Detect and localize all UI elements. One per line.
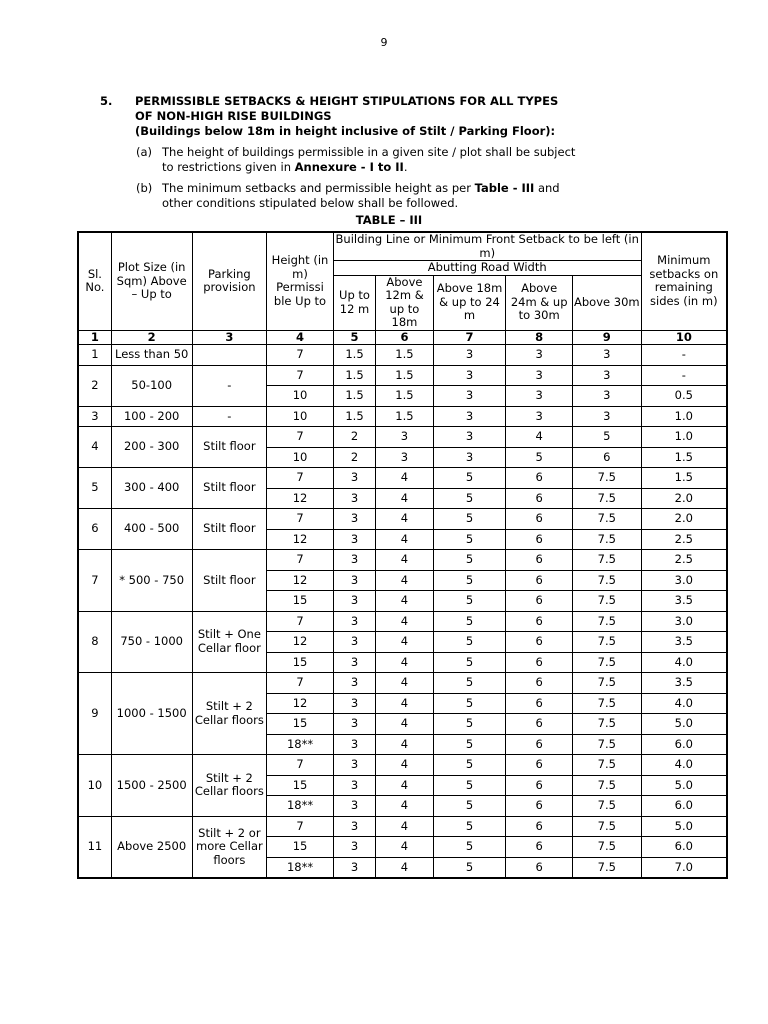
setback-upto-12m-cell: 3 <box>333 775 375 796</box>
height-cell: 7 <box>267 427 334 448</box>
height-cell: 7 <box>267 673 334 694</box>
paragraph-a-text-line2: to restrictions given in <box>162 160 295 174</box>
paragraph-b-text-line2: other conditions stipulated below shall be followed. <box>162 196 459 210</box>
setback-above-30m-cell: 7.5 <box>572 611 641 632</box>
setback-18-24m-cell: 5 <box>433 550 506 571</box>
section-subtitle: (Buildings below 18m in height inclusive of Stilt / Parking Floor): <box>135 124 556 138</box>
table-row <box>78 468 727 489</box>
plot-size-cell: 1500 - 2500 <box>111 755 192 817</box>
setback-24-30m-cell: 6 <box>506 857 573 878</box>
column-number: 2 <box>111 330 192 345</box>
min-setback-cell: 3.5 <box>641 673 727 694</box>
table-body <box>78 345 727 879</box>
table-row <box>78 673 727 694</box>
parking-cell <box>192 345 267 366</box>
setback-24-30m-cell: 6 <box>506 611 573 632</box>
table-caption: TABLE – III <box>355 213 423 227</box>
setback-upto-12m-cell: 3 <box>333 857 375 878</box>
setback-18-24m-cell: 5 <box>433 755 506 776</box>
min-setback-cell: 4.0 <box>641 755 727 776</box>
setback-12-18m-cell: 4 <box>376 488 434 509</box>
setback-12-18m-cell: 4 <box>376 632 434 653</box>
height-cell: 18** <box>267 857 334 878</box>
parking-cell: - <box>192 406 267 427</box>
setback-12-18m-cell: 4 <box>376 591 434 612</box>
height-cell: 7 <box>267 509 334 530</box>
setback-12-18m-cell: 4 <box>376 837 434 858</box>
setback-24-30m-cell: 3 <box>506 386 573 407</box>
min-setback-cell: 6.0 <box>641 734 727 755</box>
setback-24-30m-cell: 6 <box>506 550 573 571</box>
paragraph-a-end: . <box>403 160 408 174</box>
setback-12-18m-cell: 3 <box>376 427 434 448</box>
setback-24-30m-cell: 4 <box>506 427 573 448</box>
setback-18-24m-cell: 5 <box>433 796 506 817</box>
setback-12-18m-cell: 4 <box>376 816 434 837</box>
setback-24-30m-cell: 6 <box>506 673 573 694</box>
table-row <box>78 345 727 366</box>
setback-above-30m-cell: 7.5 <box>572 652 641 673</box>
setback-18-24m-cell: 5 <box>433 652 506 673</box>
setback-24-30m-cell: 6 <box>506 529 573 550</box>
setback-above-30m-cell: 7.5 <box>572 570 641 591</box>
height-cell: 10 <box>267 406 334 427</box>
setback-above-30m-cell: 3 <box>572 386 641 407</box>
min-setback-cell: 1.0 <box>641 406 727 427</box>
min-setback-cell: 6.0 <box>641 796 727 817</box>
setback-24-30m-cell: 6 <box>506 509 573 530</box>
sl-no-cell: 1 <box>78 345 111 366</box>
setback-24-30m-cell: 6 <box>506 796 573 817</box>
height-cell: 15 <box>267 714 334 735</box>
column-number-row <box>78 330 727 345</box>
table-row <box>78 611 727 632</box>
setback-18-24m-cell: 5 <box>433 714 506 735</box>
min-setback-cell: 3.0 <box>641 570 727 591</box>
setback-18-24m-cell: 5 <box>433 673 506 694</box>
sl-no-cell: 10 <box>78 755 111 817</box>
height-cell: 10 <box>267 447 334 468</box>
plot-size-cell: * 500 - 750 <box>111 550 192 612</box>
setback-12-18m-cell: 4 <box>376 529 434 550</box>
setback-above-30m-cell: 7.5 <box>572 468 641 489</box>
min-setback-cell: 5.0 <box>641 816 727 837</box>
height-cell: 12 <box>267 632 334 653</box>
min-setback-cell: 1.0 <box>641 427 727 448</box>
setback-24-30m-cell: 6 <box>506 755 573 776</box>
setback-above-30m-cell: 7.5 <box>572 509 641 530</box>
min-setback-cell: 1.5 <box>641 447 727 468</box>
setback-24-30m-cell: 6 <box>506 488 573 509</box>
parking-cell: Stilt + 2 Cellar floors <box>192 755 267 817</box>
height-cell: 12 <box>267 488 334 509</box>
column-number: 7 <box>433 330 506 345</box>
setback-12-18m-cell: 4 <box>376 468 434 489</box>
setback-above-30m-cell: 7.5 <box>572 673 641 694</box>
table-row <box>78 427 727 448</box>
column-number: 4 <box>267 330 334 345</box>
column-number: 8 <box>506 330 573 345</box>
header-road-width: Up to 12 m <box>333 275 375 330</box>
setback-above-30m-cell: 7.5 <box>572 837 641 858</box>
plot-size-cell: Above 2500 <box>111 816 192 878</box>
setback-12-18m-cell: 4 <box>376 550 434 571</box>
setback-upto-12m-cell: 3 <box>333 611 375 632</box>
min-setback-cell: 2.5 <box>641 550 727 571</box>
setback-24-30m-cell: 6 <box>506 632 573 653</box>
setback-above-30m-cell: 6 <box>572 447 641 468</box>
setback-upto-12m-cell: 3 <box>333 591 375 612</box>
column-number: 6 <box>376 330 434 345</box>
min-setback-cell: 4.0 <box>641 652 727 673</box>
setback-24-30m-cell: 3 <box>506 345 573 366</box>
header-plot-size: Plot Size (in Sqm) Above – Up to <box>111 232 192 330</box>
min-setback-cell: 1.5 <box>641 468 727 489</box>
min-setback-cell: 5.0 <box>641 775 727 796</box>
setback-above-30m-cell: 7.5 <box>572 693 641 714</box>
header-building-line: Building Line or Minimum Front Setback to be left (in m) <box>333 232 641 261</box>
header-road-width: Above 24m & up to 30m <box>506 275 573 330</box>
parking-cell: Stilt + 2 Cellar floors <box>192 673 267 755</box>
setback-24-30m-cell: 6 <box>506 734 573 755</box>
paragraph-b-and: and <box>534 181 560 195</box>
setback-18-24m-cell: 5 <box>433 734 506 755</box>
setback-upto-12m-cell: 3 <box>333 652 375 673</box>
setback-above-30m-cell: 7.5 <box>572 591 641 612</box>
table-row <box>78 406 727 427</box>
height-cell: 10 <box>267 386 334 407</box>
setback-18-24m-cell: 3 <box>433 447 506 468</box>
parking-cell: Stilt floor <box>192 550 267 612</box>
section-title-line2: OF NON-HIGH RISE BUILDINGS <box>135 109 332 123</box>
setback-18-24m-cell: 3 <box>433 427 506 448</box>
setback-18-24m-cell: 5 <box>433 570 506 591</box>
height-cell: 7 <box>267 365 334 386</box>
sl-no-cell: 11 <box>78 816 111 878</box>
setback-above-30m-cell: 7.5 <box>572 775 641 796</box>
min-setback-cell: 2.0 <box>641 509 727 530</box>
section-heading <box>100 94 680 139</box>
min-setback-cell: 5.0 <box>641 714 727 735</box>
plot-size-cell: 400 - 500 <box>111 509 192 550</box>
setback-18-24m-cell: 5 <box>433 837 506 858</box>
min-setback-cell: 6.0 <box>641 837 727 858</box>
setback-24-30m-cell: 6 <box>506 837 573 858</box>
min-setback-cell: 7.0 <box>641 857 727 878</box>
setback-upto-12m-cell: 1.5 <box>333 345 375 366</box>
setback-12-18m-cell: 3 <box>376 447 434 468</box>
height-cell: 7 <box>267 755 334 776</box>
min-setback-cell: 3.5 <box>641 591 727 612</box>
setback-24-30m-cell: 3 <box>506 365 573 386</box>
annexure-reference: Annexure - I to II <box>294 160 404 174</box>
setback-12-18m-cell: 4 <box>376 714 434 735</box>
sl-no-cell: 3 <box>78 406 111 427</box>
setback-12-18m-cell: 4 <box>376 693 434 714</box>
header-road-width: Above 12m & up to 18m <box>376 275 434 330</box>
header-abutting-road: Abutting Road Width <box>333 261 641 276</box>
setback-upto-12m-cell: 3 <box>333 714 375 735</box>
setback-12-18m-cell: 1.5 <box>376 365 434 386</box>
setback-upto-12m-cell: 1.5 <box>333 386 375 407</box>
setback-24-30m-cell: 5 <box>506 447 573 468</box>
setback-24-30m-cell: 6 <box>506 775 573 796</box>
setback-upto-12m-cell: 3 <box>333 488 375 509</box>
setback-upto-12m-cell: 3 <box>333 509 375 530</box>
header-parking: Parking provision <box>192 232 267 330</box>
sl-no-cell: 4 <box>78 427 111 468</box>
section-title-line1: PERMISSIBLE SETBACKS & HEIGHT STIPULATIONS FOR ALL TYPES <box>135 94 559 108</box>
column-number: 5 <box>333 330 375 345</box>
setback-upto-12m-cell: 3 <box>333 550 375 571</box>
parking-cell: Stilt floor <box>192 468 267 509</box>
page-number: 9 <box>380 36 388 49</box>
setback-18-24m-cell: 3 <box>433 345 506 366</box>
setback-12-18m-cell: 4 <box>376 775 434 796</box>
setback-18-24m-cell: 5 <box>433 488 506 509</box>
height-cell: 7 <box>267 550 334 571</box>
setback-18-24m-cell: 5 <box>433 529 506 550</box>
setback-above-30m-cell: 7.5 <box>572 529 641 550</box>
table-row <box>78 755 727 776</box>
setback-above-30m-cell: 7.5 <box>572 550 641 571</box>
setback-above-30m-cell: 7.5 <box>572 816 641 837</box>
column-number: 3 <box>192 330 267 345</box>
min-setback-cell: 4.0 <box>641 693 727 714</box>
setback-12-18m-cell: 4 <box>376 857 434 878</box>
min-setback-cell: - <box>641 365 727 386</box>
setback-12-18m-cell: 4 <box>376 652 434 673</box>
setback-24-30m-cell: 6 <box>506 816 573 837</box>
setback-upto-12m-cell: 1.5 <box>333 365 375 386</box>
header-min-setback: Minimum setbacks on remaining sides (in m) <box>641 232 727 330</box>
height-cell: 7 <box>267 468 334 489</box>
table-row <box>78 550 727 571</box>
setback-12-18m-cell: 1.5 <box>376 386 434 407</box>
setback-18-24m-cell: 5 <box>433 611 506 632</box>
paragraph-b <box>136 181 680 211</box>
min-setback-cell: 3.5 <box>641 632 727 653</box>
paragraph-b-label: (b) <box>136 181 153 195</box>
min-setback-cell: 0.5 <box>641 386 727 407</box>
setback-above-30m-cell: 5 <box>572 427 641 448</box>
setback-12-18m-cell: 4 <box>376 796 434 817</box>
min-setback-cell: 2.0 <box>641 488 727 509</box>
parking-cell: Stilt + 2 or more Cellar floors <box>192 816 267 878</box>
plot-size-cell: 750 - 1000 <box>111 611 192 673</box>
setback-24-30m-cell: 6 <box>506 468 573 489</box>
height-cell: 12 <box>267 570 334 591</box>
setback-above-30m-cell: 7.5 <box>572 714 641 735</box>
setback-upto-12m-cell: 3 <box>333 693 375 714</box>
setback-above-30m-cell: 7.5 <box>572 632 641 653</box>
setback-24-30m-cell: 6 <box>506 570 573 591</box>
sl-no-cell: 5 <box>78 468 111 509</box>
setback-above-30m-cell: 7.5 <box>572 488 641 509</box>
table-row <box>78 365 727 386</box>
setback-18-24m-cell: 5 <box>433 857 506 878</box>
setback-above-30m-cell: 3 <box>572 406 641 427</box>
setback-12-18m-cell: 4 <box>376 755 434 776</box>
setback-table <box>77 231 728 879</box>
column-number: 9 <box>572 330 641 345</box>
height-cell: 7 <box>267 345 334 366</box>
parking-cell: Stilt floor <box>192 509 267 550</box>
setback-upto-12m-cell: 3 <box>333 632 375 653</box>
setback-above-30m-cell: 3 <box>572 365 641 386</box>
setback-above-30m-cell: 7.5 <box>572 734 641 755</box>
height-cell: 15 <box>267 591 334 612</box>
setback-12-18m-cell: 4 <box>376 509 434 530</box>
table-row <box>78 816 727 837</box>
min-setback-cell: 3.0 <box>641 611 727 632</box>
sl-no-cell: 7 <box>78 550 111 612</box>
height-cell: 15 <box>267 775 334 796</box>
height-cell: 12 <box>267 693 334 714</box>
setback-18-24m-cell: 5 <box>433 775 506 796</box>
setback-upto-12m-cell: 1.5 <box>333 406 375 427</box>
setback-18-24m-cell: 5 <box>433 591 506 612</box>
setback-18-24m-cell: 5 <box>433 816 506 837</box>
header-road-width: Above 30m <box>572 275 641 330</box>
plot-size-cell: 300 - 400 <box>111 468 192 509</box>
setback-12-18m-cell: 4 <box>376 673 434 694</box>
setback-18-24m-cell: 3 <box>433 365 506 386</box>
setback-18-24m-cell: 5 <box>433 468 506 489</box>
setback-24-30m-cell: 3 <box>506 406 573 427</box>
paragraph-a-label: (a) <box>136 145 153 159</box>
setback-18-24m-cell: 5 <box>433 509 506 530</box>
parking-cell: Stilt + One Cellar floor <box>192 611 267 673</box>
setback-upto-12m-cell: 2 <box>333 427 375 448</box>
setback-upto-12m-cell: 2 <box>333 447 375 468</box>
plot-size-cell: Less than 50 <box>111 345 192 366</box>
height-cell: 15 <box>267 837 334 858</box>
min-setback-cell: 2.5 <box>641 529 727 550</box>
setback-above-30m-cell: 3 <box>572 345 641 366</box>
setback-18-24m-cell: 5 <box>433 632 506 653</box>
plot-size-cell: 50-100 <box>111 365 192 406</box>
header-height: Height (in m) Permissi ble Up to <box>267 232 334 330</box>
parking-cell: Stilt floor <box>192 427 267 468</box>
sl-no-cell: 9 <box>78 673 111 755</box>
setback-12-18m-cell: 1.5 <box>376 406 434 427</box>
setback-18-24m-cell: 3 <box>433 406 506 427</box>
setback-upto-12m-cell: 3 <box>333 468 375 489</box>
height-cell: 18** <box>267 734 334 755</box>
setback-upto-12m-cell: 3 <box>333 816 375 837</box>
setback-18-24m-cell: 5 <box>433 693 506 714</box>
sl-no-cell: 2 <box>78 365 111 406</box>
setback-24-30m-cell: 6 <box>506 693 573 714</box>
setback-24-30m-cell: 6 <box>506 652 573 673</box>
plot-size-cell: 100 - 200 <box>111 406 192 427</box>
table-reference: Table - III <box>474 181 535 195</box>
setback-upto-12m-cell: 3 <box>333 837 375 858</box>
plot-size-cell: 200 - 300 <box>111 427 192 468</box>
sl-no-cell: 6 <box>78 509 111 550</box>
height-cell: 7 <box>267 816 334 837</box>
setback-24-30m-cell: 6 <box>506 714 573 735</box>
height-cell: 12 <box>267 529 334 550</box>
height-cell: 18** <box>267 796 334 817</box>
setback-18-24m-cell: 3 <box>433 386 506 407</box>
table-row <box>78 509 727 530</box>
header-road-width: Above 18m & up to 24 m <box>433 275 506 330</box>
setback-24-30m-cell: 6 <box>506 591 573 612</box>
setback-upto-12m-cell: 3 <box>333 755 375 776</box>
plot-size-cell: 1000 - 1500 <box>111 673 192 755</box>
column-number: 1 <box>78 330 111 345</box>
min-setback-cell: - <box>641 345 727 366</box>
parking-cell: - <box>192 365 267 406</box>
paragraph-a <box>136 145 680 175</box>
setback-12-18m-cell: 1.5 <box>376 345 434 366</box>
setback-12-18m-cell: 4 <box>376 611 434 632</box>
section-number: 5. <box>100 94 113 108</box>
setback-upto-12m-cell: 3 <box>333 529 375 550</box>
setback-above-30m-cell: 7.5 <box>572 857 641 878</box>
height-cell: 7 <box>267 611 334 632</box>
height-cell: 15 <box>267 652 334 673</box>
paragraph-a-text: The height of buildings permissible in a given site / plot shall be subject <box>162 145 576 159</box>
paragraph-b-text: The minimum setbacks and permissible height as per <box>162 181 475 195</box>
setback-above-30m-cell: 7.5 <box>572 796 641 817</box>
setback-upto-12m-cell: 3 <box>333 734 375 755</box>
setback-above-30m-cell: 7.5 <box>572 755 641 776</box>
setback-12-18m-cell: 4 <box>376 570 434 591</box>
setback-12-18m-cell: 4 <box>376 734 434 755</box>
column-number: 10 <box>641 330 727 345</box>
header-sl-no: Sl. No. <box>78 232 111 330</box>
sl-no-cell: 8 <box>78 611 111 673</box>
setback-upto-12m-cell: 3 <box>333 570 375 591</box>
setback-upto-12m-cell: 3 <box>333 673 375 694</box>
setback-upto-12m-cell: 3 <box>333 796 375 817</box>
